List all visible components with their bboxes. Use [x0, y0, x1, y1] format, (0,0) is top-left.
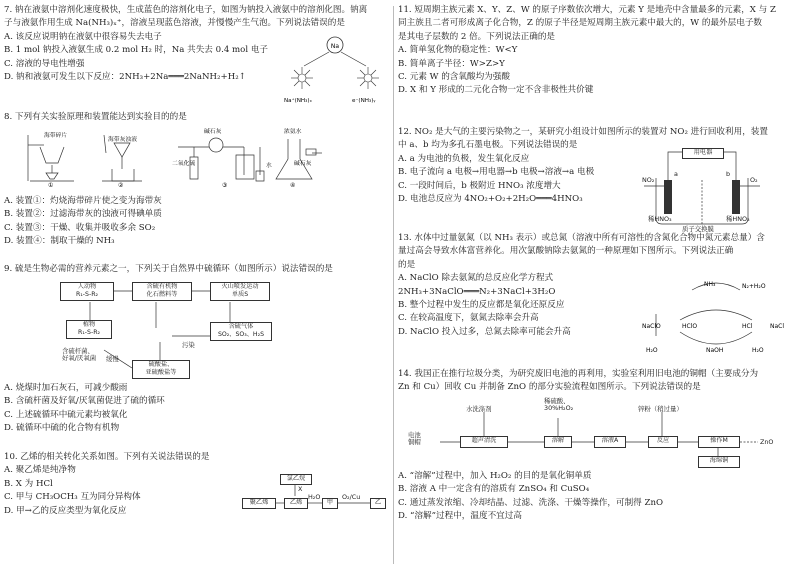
q11-option-b[interactable]: B. 简单离子半径：W>Z>Y: [398, 58, 505, 69]
q8-fig-seaweed-label: 海带碎片: [44, 133, 68, 139]
q7-option-c[interactable]: C. 溶液的导电性增强: [4, 58, 85, 69]
q9-label-bacteria: 含硫杆菌、 好氧/厌氧菌: [62, 347, 97, 362]
q12-option-a[interactable]: A. a 为电池的负极，发生氧化反应: [398, 153, 530, 164]
q14-box-ultrasonic: 超声清洗: [460, 436, 508, 448]
q11-option-c[interactable]: C. 元素 W 的含氧酸均为强酸: [398, 72, 510, 83]
q7-stem-line1: 7. 钠在液氨中溶剂化速度极快，生成蓝色的溶剂化电子，如图为钠投入液氨中的溶剂化图。钠离: [4, 5, 368, 15]
q13-fig-naoh: NaOH: [706, 347, 724, 354]
q14-label-battery-cap: 电池 铜帽: [408, 431, 421, 446]
q14-stem-line1: 14. 我国正在推行垃圾分类，为研究废旧电池的再利用，实验室利用旧电池的铜帽（主要成分为: [398, 369, 759, 379]
q13-fig-nh3: NH₃: [704, 281, 716, 288]
q14-stem-line2: Zn 和 Cu）回收 Cu 并制备 ZnO 的部分实验流程如图所示。下列说法错误的是: [398, 382, 701, 393]
q13-stem-line1: 13. 水体中过量氨氮（以 NH₃ 表示）或总氮（溶液中所有可溶性的含氮化合物中氮元素总量）含: [398, 233, 765, 243]
q14-label-detergent: 水洗涤剂: [466, 405, 492, 413]
q9-box-humans-animals: 人动物 R₁-S-R₂: [60, 282, 114, 301]
q9-label-pollution: 污染: [182, 341, 195, 349]
q13-fig-naclo: NaClO: [642, 323, 661, 330]
q13-fig-hcl: HCl: [742, 323, 753, 330]
q12-stem-line2: 中 a、b 均为多孔石墨电极。下列说法错误的是: [398, 140, 578, 151]
q8-fig-water-label: 水: [266, 163, 272, 169]
q9-label-slow: 缓慢: [106, 355, 119, 363]
q7-fig-electron-label: e⁻(NH₃)ᵧ: [352, 98, 376, 104]
q13-option-d[interactable]: D. NaClO 投入过多，总氮去除率可能会升高: [398, 326, 571, 337]
q14-label-acid-peroxide: 稀硫酸、 30%H₂O₂: [544, 397, 574, 412]
q7-option-b[interactable]: B. 1 mol 钠投入液氨生成 0.2 mol H₂ 时，Na 共失去 0.4 mol 电子: [4, 45, 269, 56]
q10-option-b[interactable]: B. X 为 HCl: [4, 478, 53, 489]
q8-fig-sodalime2-label: 碱石灰: [294, 161, 312, 167]
q14-option-d[interactable]: D. “溶解”过程中，温度不宜过高: [398, 511, 522, 522]
q8-fig-so2-label: 二氧化硫: [172, 161, 196, 167]
q10-label-o2cu: O₂/Cu: [342, 493, 361, 501]
q8-fig-num-2: ②: [118, 182, 124, 187]
q12-option-b[interactable]: B. 电子流向 a 电极→用电器→b 电极→溶液→a 电极: [398, 167, 595, 178]
q9-box-plants: 植物 R₁-S-R₂: [66, 320, 112, 339]
q9-option-d[interactable]: D. 硫循环中硫的化合物有机物: [4, 423, 120, 434]
q10-box-jia: 甲: [322, 498, 338, 509]
q12-label-a: a: [674, 170, 678, 178]
q10-option-d[interactable]: D. 甲→乙的反应类型为氧化反应: [4, 505, 127, 516]
q12-label-membrane: 质子交换膜: [682, 225, 714, 233]
q14-label-zinc-powder: 锌粉（稍过量）: [638, 405, 683, 413]
q13-fig-n2-h2o: N₂+H₂O: [742, 283, 766, 290]
q14-box-dissolve: 溶解: [544, 436, 572, 448]
q7-option-d[interactable]: D. 钠和液氨可发生以下反应：2NH₃+2Na═══2NaNH₂+H₂↑: [4, 72, 246, 83]
q12-stem-line1: 12. NO₂ 是大气的主要污染物之一，某研究小组设计如图所示的装置对 NO₂ 进行回收利用，装置: [398, 127, 768, 137]
q11-stem-line1: 11. 短周期主族元素 X、Y、Z、W 的原子序数依次增大，元素 Y 是地壳中含量最多的元素，X 与 Z: [398, 5, 776, 15]
q9-option-a[interactable]: A. 烧煤时加石灰石，可减少酸雨: [4, 383, 128, 393]
q11-option-d[interactable]: D. X 和 Y 形成的二元化合物一定不含非极性共价键: [398, 85, 594, 96]
question-9: [4, 263, 390, 276]
q14-box-operation-m: 操作M: [698, 436, 740, 448]
q10-label-x: X: [298, 485, 303, 493]
q7-stem-line2: 子与液氨作用生成 Na(NH₃)ₓ⁺，溶液呈现蓝色溶液，并慢慢产生气泡。下列说法错误的是: [4, 18, 345, 29]
q11-option-a[interactable]: A. 简单氢化物的稳定性：W<Y: [398, 45, 518, 56]
q13-stem-line3: 的是: [398, 259, 416, 270]
q9-options: [4, 382, 390, 436]
q13-option-c[interactable]: C. 在较高温度下，氨氮去除率会升高: [398, 313, 539, 324]
q12-label-o2: O₂: [750, 176, 758, 184]
q14-options: [398, 470, 790, 524]
q8-options: [4, 195, 390, 249]
question-8: [4, 111, 390, 124]
q10-option-c[interactable]: C. 甲与 CH₃OCH₃ 互为同分异构体: [4, 492, 141, 503]
q10-box-ethylene: 乙烯: [284, 498, 308, 509]
q8-fig-num-3: ③: [222, 182, 228, 187]
q14-option-c[interactable]: C. 通过蒸发浓缩、冷却结晶、过滤、洗涤、干燥等操作，可制得 ZnO: [398, 497, 664, 508]
q12-label-hno3-left: 稀HNO₃: [648, 215, 672, 223]
q7-fig-na-label: Na: [330, 43, 340, 50]
q7-fig-cation-label: Na⁺(NH₃)ₓ: [284, 98, 313, 104]
q9-box-organic-sulfur: 含硫有机物 化石燃料等: [132, 282, 192, 301]
q8-fig-ammonia-label: 浓氨水: [284, 129, 302, 135]
question-14: [398, 368, 790, 395]
q12-label-b: b: [726, 170, 731, 178]
q12-label-no2: NO₂: [642, 176, 655, 184]
q9-stem: 9. 硫是生物必需的营养元素之一，下列关于自然界中硫循环（如图所示）说法错误的是: [4, 264, 333, 274]
q8-option-d[interactable]: D. 装置④：制取干燥的 NH₃: [4, 236, 115, 247]
q12-label-hno3-right: 稀HNO₃: [726, 215, 750, 223]
q9-box-volcano: 火山喷发运动 单质S: [210, 282, 270, 301]
q10-stem: 10. 乙烯的相关转化关系如图。下列有关说法错误的是: [4, 452, 210, 462]
q12-option-c[interactable]: C. 一段时间后，b 极附近 HNO₃ 浓度增大: [398, 180, 561, 191]
q8-fig-num-4: ④: [290, 182, 296, 187]
q13-fig-nacl: NaCl: [770, 323, 785, 330]
q8-fig-ash-label: 海带灰浊液: [108, 137, 137, 143]
q14-label-zno: ZnO: [760, 438, 774, 446]
q9-sulfur-cycle-figure: [60, 280, 300, 380]
q14-box-solution-a: 溶液A: [594, 436, 626, 448]
q13-fig-h2o-left: H₂O: [646, 347, 658, 354]
q13-fig-hclo: HClO: [682, 323, 698, 330]
q12-cell-figure: [642, 144, 762, 233]
q9-box-sulfates: 硫酸盐、 亚硫酸盐等: [132, 360, 190, 379]
q8-fig-sodalime-label: 碱石灰: [204, 129, 222, 135]
q14-option-b[interactable]: B. 溶液 A 中一定含有的溶质有 ZnSO₄ 和 CuSO₄: [398, 484, 590, 495]
q13-option-a[interactable]: A. NaClO 除去氨氮的总反应化学方程式: [398, 273, 554, 284]
q10-ethylene-figure: [240, 472, 390, 522]
q9-box-sulfur-gas: 含硫气体 SO₂、SO₃、H₂S: [210, 322, 272, 341]
q8-apparatus-figure: [22, 125, 322, 187]
q14-box-sponge-copper: 海绵铜: [698, 456, 740, 468]
q9-option-c[interactable]: C. 上述硫循环中硫元素均被氧化: [4, 409, 128, 420]
q12-box-device: 用电器: [682, 148, 724, 159]
q7-option-a[interactable]: A. 该反应说明钠在液氨中很容易失去电子: [4, 31, 162, 42]
column-divider: [393, 6, 394, 564]
q8-stem: 8. 下列有关实验原理和装置能达到实验目的的是: [4, 112, 187, 122]
q10-box-polyethylene: 聚乙烯: [242, 498, 276, 509]
q10-label-water: H₂O: [308, 493, 321, 501]
q14-box-reaction: 反应: [648, 436, 678, 448]
q12-option-d[interactable]: D. 电池总反应为 4NO₂+O₂+2H₂O═══4HNO₃: [398, 194, 583, 205]
q13-fig-h2o-right: H₂O: [752, 347, 764, 354]
q9-option-b[interactable]: B. 含硫杆菌及好氧/厌氧菌促进了硫的循环: [4, 396, 165, 407]
q8-fig-num-1: ①: [48, 182, 54, 187]
q11-stem-line2: 同主族且二者可形成离子化合物，Z 的原子半径是短周期主族元素中最大的，W 的最外层电子数: [398, 18, 763, 29]
q8-option-a[interactable]: A. 装置①：灼烧海带碎片使之变为海带灰: [4, 196, 162, 206]
q13-stem-line2: 量过高会导致水体富营养化。用次氯酸钠除去氨氮的一种原理如下图所示。下列说法正确: [398, 246, 734, 257]
q7-solvation-figure: [282, 34, 388, 106]
q14-flowchart-figure: [408, 398, 778, 468]
q10-box-yi: 乙: [370, 498, 386, 509]
q11-stem-line3: 是其电子层数的 2 倍。下列说法正确的是: [398, 31, 556, 42]
question-11: [398, 4, 790, 98]
q8-option-b[interactable]: B. 装置②：过滤海带灰的浊液可得碘单质: [4, 209, 162, 220]
q13-mechanism-figure: [642, 276, 790, 358]
q13-option-a-equation: 2NH₃+3NaClO═══N₂+3NaCl+3H₂O: [398, 286, 556, 297]
q13-option-b[interactable]: B. 整个过程中发生的反应都是氧化还原反应: [398, 300, 565, 311]
q14-option-a[interactable]: A. “溶解”过程中，加入 H₂O₂ 的目的是氧化铜单质: [398, 471, 592, 481]
q10-box-chloroethane: 氯乙烷: [280, 474, 312, 485]
q8-option-c[interactable]: C. 装置③：干燥、收集并吸收多余 SO₂: [4, 222, 156, 233]
q10-option-a[interactable]: A. 聚乙烯是纯净物: [4, 465, 76, 476]
